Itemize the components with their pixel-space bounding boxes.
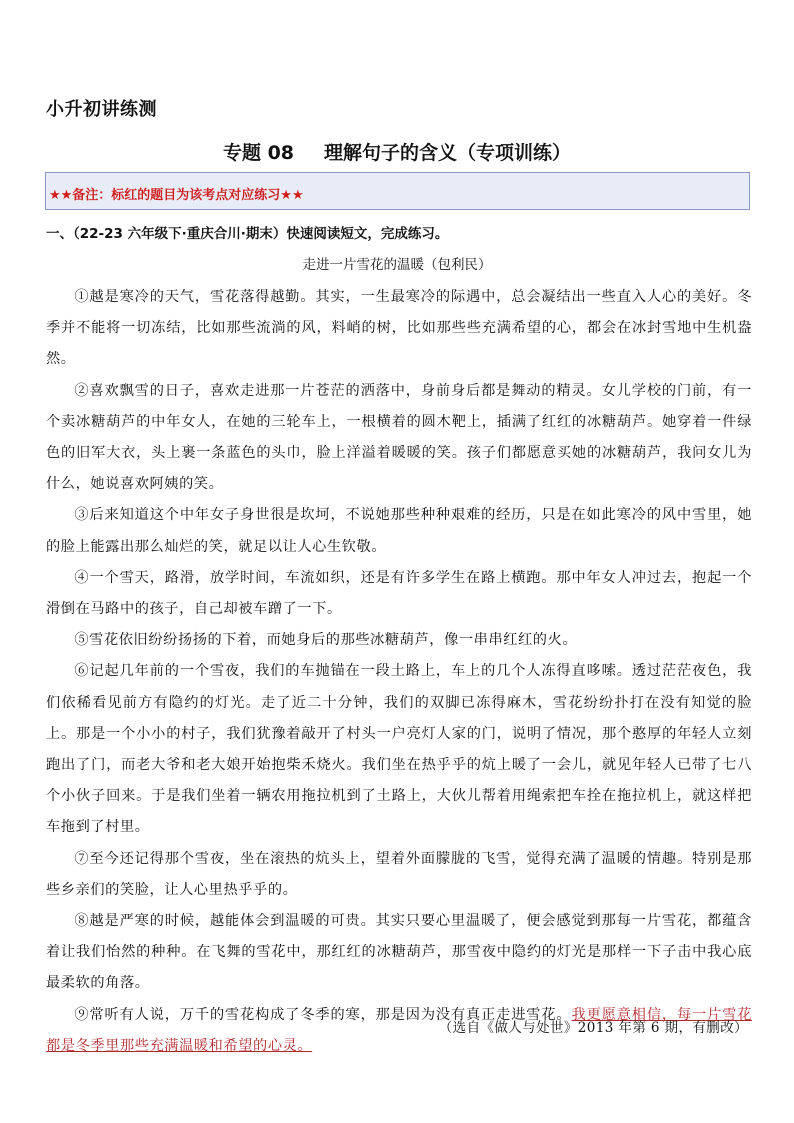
source-citation: （选自《做人与处世》2013 年第 6 期，有删改）	[438, 1020, 748, 1036]
series-title: 小升初讲练测	[46, 99, 157, 120]
topic-title: 理解句子的含义（专项训练）	[324, 142, 572, 164]
article-body	[46, 282, 752, 1062]
paragraph: ⑦至今还记得那个雪夜，坐在滚热的炕头上，望着外面朦胧的飞雪，觉得充满了温暖的情趣。特别是那些乡亲们的笑脸，让人心里热乎乎的。	[46, 850, 752, 898]
paragraph: ④一个雪天，路滑，放学时间，车流如织，还是有许多学生在路上横跑。那中年女人冲过去，抱起一个滑倒在马路中的孩子，自己却被车蹭了一下。	[46, 569, 752, 618]
paragraph: ⑧越是严寒的时候，越能体会到温暖的可贵。其实只要心里温暖了，便会感觉到那每一片雪花，都蕴含着让我们怡然的种种。在飞舞的雪花中，那红红的冰糖葫芦，那雪夜中隐约的灯光是那样一下子击中我心底最柔软的角落。	[46, 913, 752, 992]
page-title	[0, 138, 794, 165]
paragraph: ②喜欢飘雪的日子，喜欢走进那一片苍茫的洒落中，身前身后都是舞动的精灵。女儿学校的门前，有一个卖冰糖葫芦的中年女人，在她的三轮车上，一根横着的圆木靶上，插满了红红的冰糖葫芦。她穿着一件绿色的旧军大衣，头上裹一条蓝色的头巾，脸上洋溢着暖暖的笑。孩子们都愿意买她的冰糖葫芦，我问女儿为什么，她说喜欢阿姨的笑。	[46, 382, 752, 493]
paragraph-last-text: ⑨常听有人说，万千的雪花构成了冬季的寒，那是因为没有真正走进雪花。	[74, 1006, 572, 1023]
highlighted-sentence: 我更愿意相信，每一片雪花都是冬季里那些充满温暖和希望的心灵。	[46, 1006, 752, 1054]
paragraph: ③后来知道这个中年女子身世很是坎坷，不说她那些种种艰难的经历，只是在如此寒冷的风中雪里，她的脸上能露出那么灿烂的笑，就足以让人心生钦敬。	[46, 507, 752, 555]
paragraph: ⑤雪花依旧纷纷扬扬的下着，而她身后的那些冰糖葫芦，像一串串红红的火。	[74, 632, 578, 649]
article-title: 走进一片雪花的温暖（包利民）	[302, 257, 492, 273]
note-text: ★★备注：标红的题目为该考点对应练习★★	[49, 188, 304, 203]
paragraph: ⑥记起几年前的一个雪夜，我们的车抛锚在一段土路上，车上的几个人冻得直哆嗦。透过茫茫夜色，我们依稀看见前方有隐约的灯光。走了近二十分钟，我们的双脚已冻得麻木，雪花纷纷扑打在没有知觉的脸上。那是一个小小的村子，我们犹豫着敲开了村头一户亮灯人家的门，说明了情况，那个憨厚的年轻人立刻跑出了门，而老大爷和老大娘开始抱柴禾烧火。我们坐在热乎乎的炕上暖了一会儿，就见年轻人已带了七八个小伙子回来。于是我们坐着一辆农用拖拉机到了土路上，大伙儿帮着用绳索把车拴在拖拉机上，就这样把车拖到了村里。	[46, 663, 752, 836]
note-box	[45, 172, 750, 210]
topic-number: 专题 08	[222, 142, 295, 164]
paragraph: ①越是寒冷的天气，雪花落得越勤。其实，一生最寒冷的际遇中，总会凝结出一些直入人心的美好。冬季并不能将一切冻结，比如那些流淌的风，料峭的树，比如那些些充满希望的心，都会在冰封雪地中生机盎然。	[46, 289, 752, 368]
question-intro: 一、（22-23 六年级下·重庆合川·期末）快速阅读短文，完成练习。	[46, 226, 449, 242]
